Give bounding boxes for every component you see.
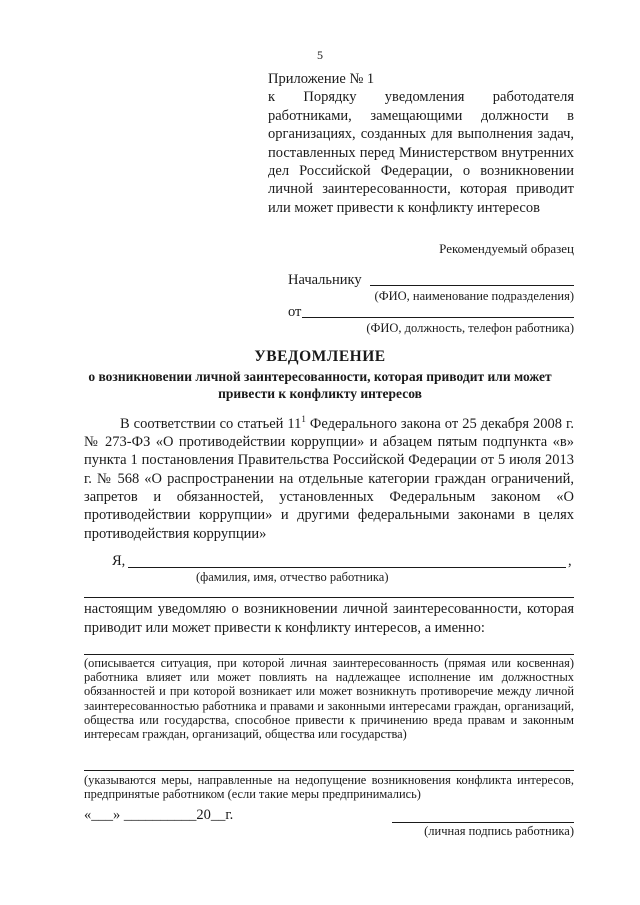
measures-description: (указываются меры, направленные на недопущение возникновения конфликта интересов, предпринятые работником (если такие меры предпринимались) — [84, 773, 574, 802]
employee-i-label: Я, — [112, 553, 126, 569]
addressee-to-label: Начальнику — [288, 272, 362, 288]
body-superscript: 1 — [301, 414, 306, 424]
body-text-start: В соответствии со статьей 11 — [120, 415, 302, 432]
appendix-title: Приложение № 1 — [268, 71, 375, 87]
employee-name-comma: , — [568, 553, 572, 569]
notify-text: настоящим уведомляю о возникновении личной заинтересованности, которая приводит или может привести к конфликту интересов, а именно: — [84, 601, 574, 636]
signature-field — [392, 822, 574, 823]
page-number: 5 — [317, 48, 323, 62]
divider-line — [84, 597, 574, 598]
addressee-from-label: от — [288, 304, 302, 320]
addressee-to-caption: (ФИО, наименование подразделения) — [374, 289, 574, 303]
addressee-to-field — [370, 285, 574, 286]
situation-field — [84, 654, 574, 655]
recommended-sample-label: Рекомендуемый образец — [439, 241, 574, 256]
appendix-text: к Порядку уведомления работодателя работниками, замещающими должности в организациях, созданных для выполнения задач, поставленных перед Министерством внутренних дел Российской Федерации, о возникновении личной заинтересованности, которая приводит или может привести к конфликту интересов — [268, 89, 574, 216]
signature-caption: (личная подпись работника) — [424, 824, 574, 838]
employee-name-caption: (фамилия, имя, отчество работника) — [196, 570, 389, 584]
employee-name-field — [128, 567, 566, 568]
date-field: «___» __________20__г. — [84, 807, 234, 823]
addressee-from-caption: (ФИО, должность, телефон работника) — [366, 321, 574, 335]
measures-field — [84, 770, 574, 771]
body-paragraph — [84, 410, 574, 543]
document-subtitle: о возникновении личной заинтересованности, которая приводит или может привести к конфликту интересов — [88, 369, 552, 401]
situation-description: (описывается ситуация, при которой личная заинтересованность (прямая или косвенная) работника влияет или может повлиять на надлежащее исполнение им должностных обязанностей и при которой возникает или может возникнуть противоречие между личной заинтересованностью работника и правами и законными интересами граждан, организаций, общества или государства, способное привести к причинению вреда правам и законным интересам граждан, организаций, общества или государства) — [84, 656, 574, 742]
addressee-from-field — [302, 317, 574, 318]
appendix-block — [268, 70, 574, 217]
document-title: УВЕДОМЛЕНИЕ — [254, 348, 386, 365]
body-text-rest: Федерального закона от 25 декабря 2008 г. № 273-ФЗ «О противодействии коррупции» и абзацем пятым подпункта «в» пункта 1 постановления Правительства Российской Федерации от 5 июля 2013 г. № 568 «О распространении на отдельные категории граждан ограничений, запретов и обязанностей, установленных Федеральным законом «О противодействии коррупции» и другими федеральными законами в целях противодействия коррупции» — [84, 415, 574, 542]
